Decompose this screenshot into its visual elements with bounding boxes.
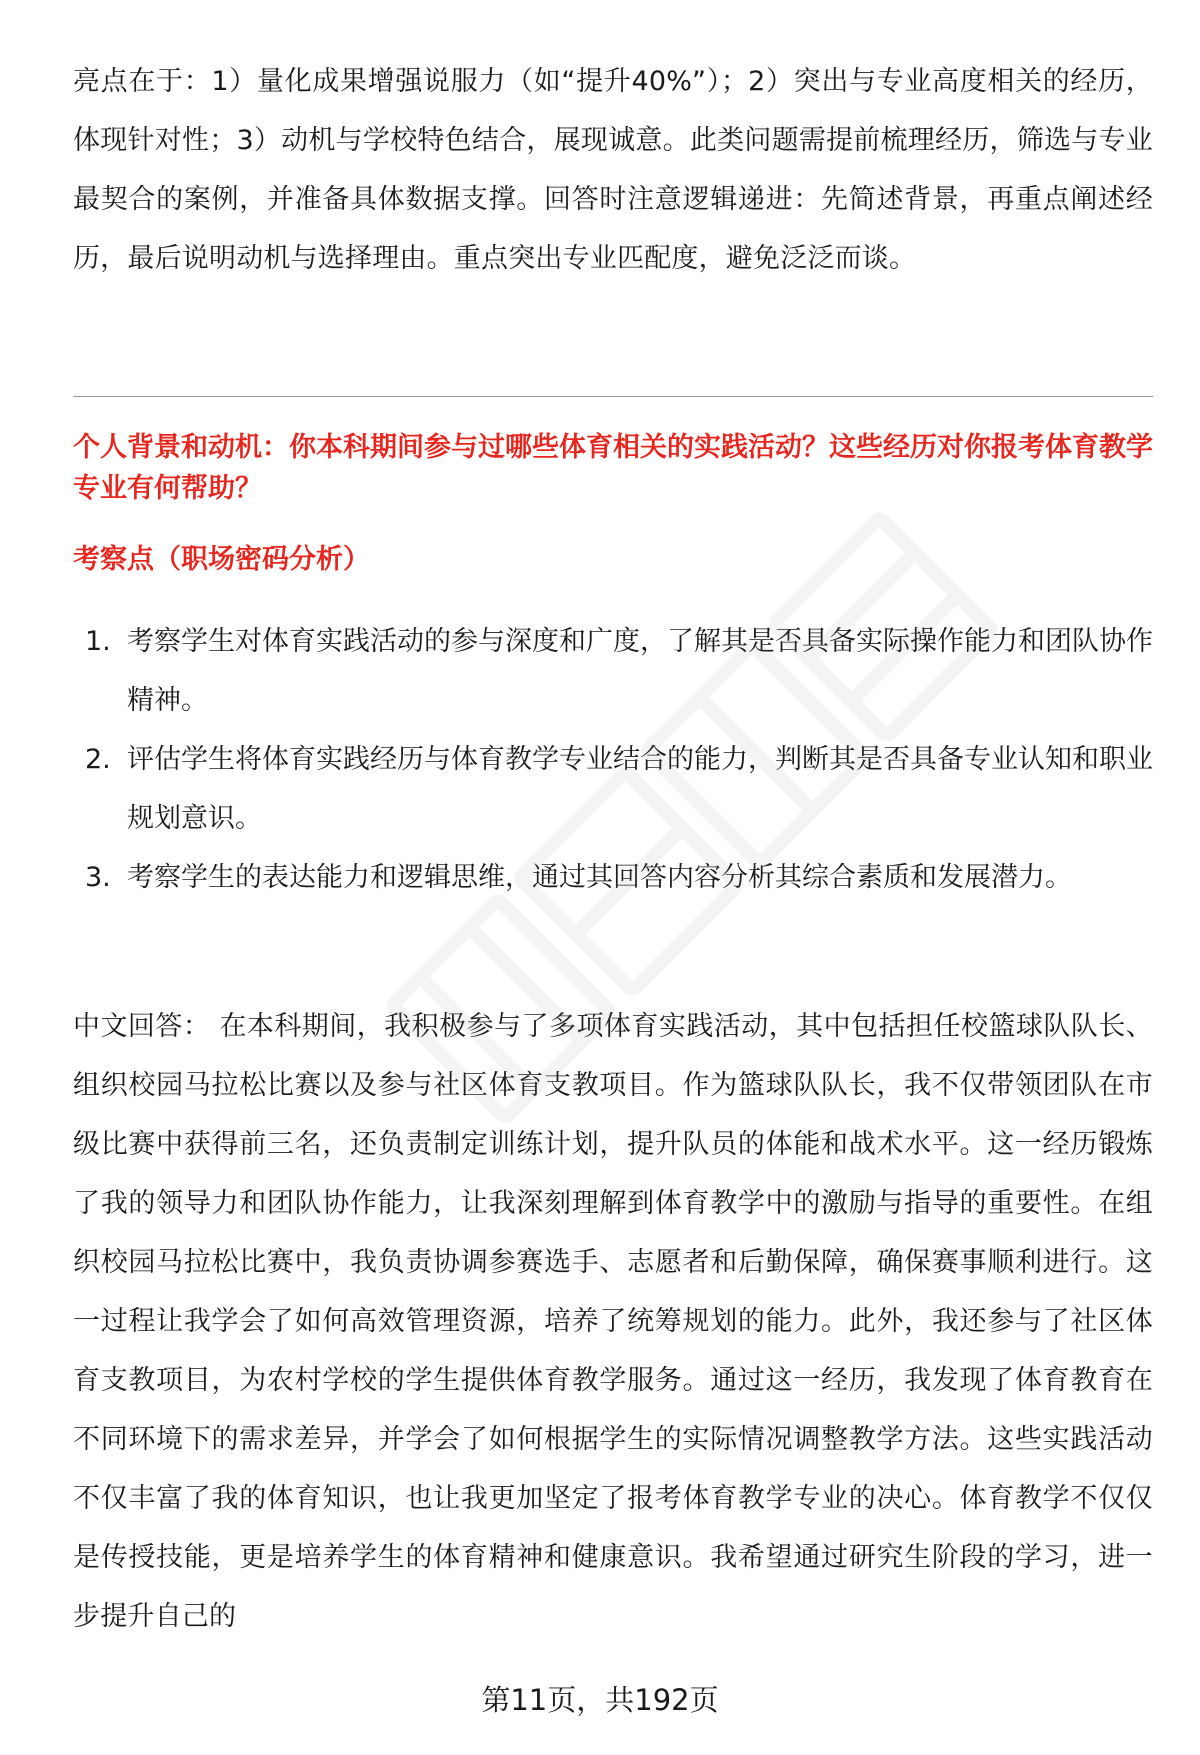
- intro-paragraph: 亮点在于：1）量化成果增强说服力（如“提升40%”）；2）突出与专业高度相关的经历，体现针对性；3）动机与学校特色结合，展现诚意。此类问题需提前梳理经历，筛选与专业最契合的案例，并准备具体数据支撑。回答时注意逻辑递进：先简述背景，再重点阐述经历，最后说明动机与选择理由。重点突出专业匹配度，避免泛泛而谈。: [73, 66, 1153, 274]
- list-item: [73, 848, 1153, 907]
- list-item-text: 考察学生的表达能力和逻辑思维，通过其回答内容分析其综合素质和发展潜力。: [127, 862, 1072, 893]
- page-number-footer: 第11页，共192页: [481, 1683, 719, 1717]
- list-item-text: 考察学生对体育实践活动的参与深度和广度，了解其是否具备实际操作能力和团队协作精神。: [127, 626, 1153, 716]
- list-item: [73, 730, 1153, 848]
- list-item-number: 2.: [85, 744, 111, 775]
- list-item-text: 评估学生将体育实践经历与体育教学专业结合的能力，判断其是否具备专业认知和职业规划意识。: [127, 744, 1153, 834]
- assessment-points-title: 考察点（职场密码分析）: [73, 544, 370, 575]
- section-divider: [73, 396, 1153, 397]
- list-item: [73, 612, 1153, 730]
- list-item-number: 3.: [85, 862, 111, 893]
- question-heading: 个人背景和动机：你本科期间参与过哪些体育相关的实践活动？这些经历对你报考体育教学专业有何帮助？: [73, 432, 1153, 504]
- assessment-points-list: [73, 612, 1153, 907]
- answer-paragraph: 中文回答： 在本科期间，我积极参与了多项体育实践活动，其中包括担任校篮球队队长、组织校园马拉松比赛以及参与社区体育支教项目。作为篮球队队长，我不仅带领团队在市级比赛中获得前三名，还负责制定训练计划，提升队员的体能和战术水平。这一经历锻炼了我的领导力和团队协作能力，让我深刻理解到体育教学中的激励与指导的重要性。在组织校园马拉松比赛中，我负责协调参赛选手、志愿者和后勤保障，确保赛事顺利进行。这一过程让我学会了如何高效管理资源，培养了统筹规划的能力。此外，我还参与了社区体育支教项目，为农村学校的学生提供体育教学服务。通过这一经历，我发现了体育教育在不同环境下的需求差异，并学会了如何根据学生的实际情况调整教学方法。这些实践活动不仅丰富了我的体育知识，也让我更加坚定了报考体育教学专业的决心。体育教学不仅仅是传授技能，更是培养学生的体育精神和健康意识。我希望通过研究生阶段的学习，进一步提升自己的: [73, 1011, 1153, 1632]
- document-page: [73, 0, 1153, 1755]
- list-item-number: 1.: [85, 626, 111, 657]
